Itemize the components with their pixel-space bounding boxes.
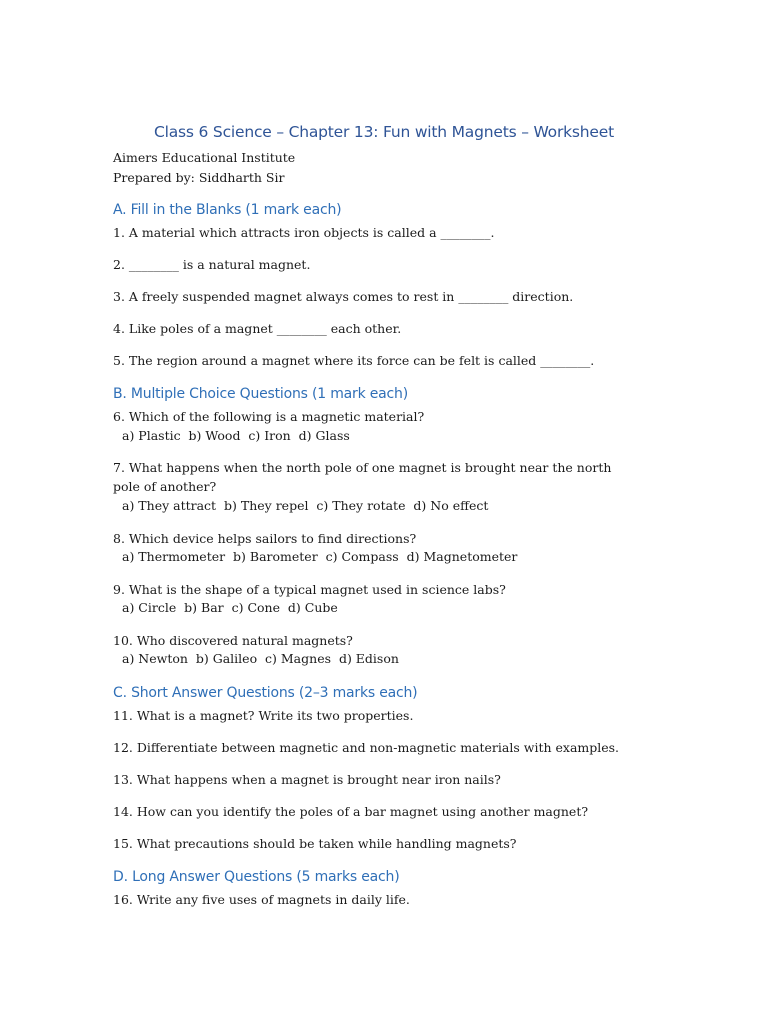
institute-name: Aimers Educational Institute <box>113 150 296 165</box>
prepared-by: Prepared by: Siddharth Sir <box>113 170 285 185</box>
question-14: 14. How can you identify the poles of a bar magnet using another magnet? <box>113 804 589 819</box>
question-5: 5. The region around a magnet where its force can be felt is called ________. <box>113 353 595 368</box>
question-4: 4. Like poles of a magnet ________ each other. <box>113 321 402 336</box>
question-12: 12. Differentiate between magnetic and non-magnetic materials with examples. <box>113 740 620 755</box>
question-11: 11. What is a magnet? Write its two properties. <box>113 708 414 723</box>
question-9: 9. What is the shape of a typical magnet used in science labs? <box>113 582 506 597</box>
question-2: 2. ________ is a natural magnet. <box>113 257 311 272</box>
question-10-options: a) Newton b) Galileo c) Magnes d) Edison <box>122 651 399 666</box>
section-a-heading: A. Fill in the Blanks (1 mark each) <box>113 202 342 218</box>
question-15: 15. What precautions should be taken while handling magnets? <box>113 836 517 851</box>
question-7: 7. What happens when the north pole of one magnet is brought near the north pole of another? <box>113 460 612 494</box>
question-7-options: a) They attract b) They repel c) They rotate d) No effect <box>122 498 489 513</box>
question-3: 3. A freely suspended magnet always comes to rest in ________ direction. <box>113 289 574 304</box>
section-c-heading: C. Short Answer Questions (2–3 marks each) <box>113 685 418 701</box>
question-16: 16. Write any five uses of magnets in daily life. <box>113 892 410 907</box>
question-8-options: a) Thermometer b) Barometer c) Compass d) Magnetometer <box>122 549 518 564</box>
section-b-heading: B. Multiple Choice Questions (1 mark each) <box>113 386 408 402</box>
question-6: 6. Which of the following is a magnetic material? <box>113 409 425 424</box>
question-13: 13. What happens when a magnet is brought near iron nails? <box>113 772 501 787</box>
question-1: 1. A material which attracts iron objects is called a ________. <box>113 225 495 240</box>
section-d-heading: D. Long Answer Questions (5 marks each) <box>113 869 400 885</box>
worksheet-title: Class 6 Science – Chapter 13: Fun with Magnets – Worksheet <box>154 123 614 141</box>
question-6-options: a) Plastic b) Wood c) Iron d) Glass <box>122 428 350 443</box>
question-8: 8. Which device helps sailors to find directions? <box>113 531 417 546</box>
question-9-options: a) Circle b) Bar c) Cone d) Cube <box>122 600 338 615</box>
question-10: 10. Who discovered natural magnets? <box>113 633 353 648</box>
